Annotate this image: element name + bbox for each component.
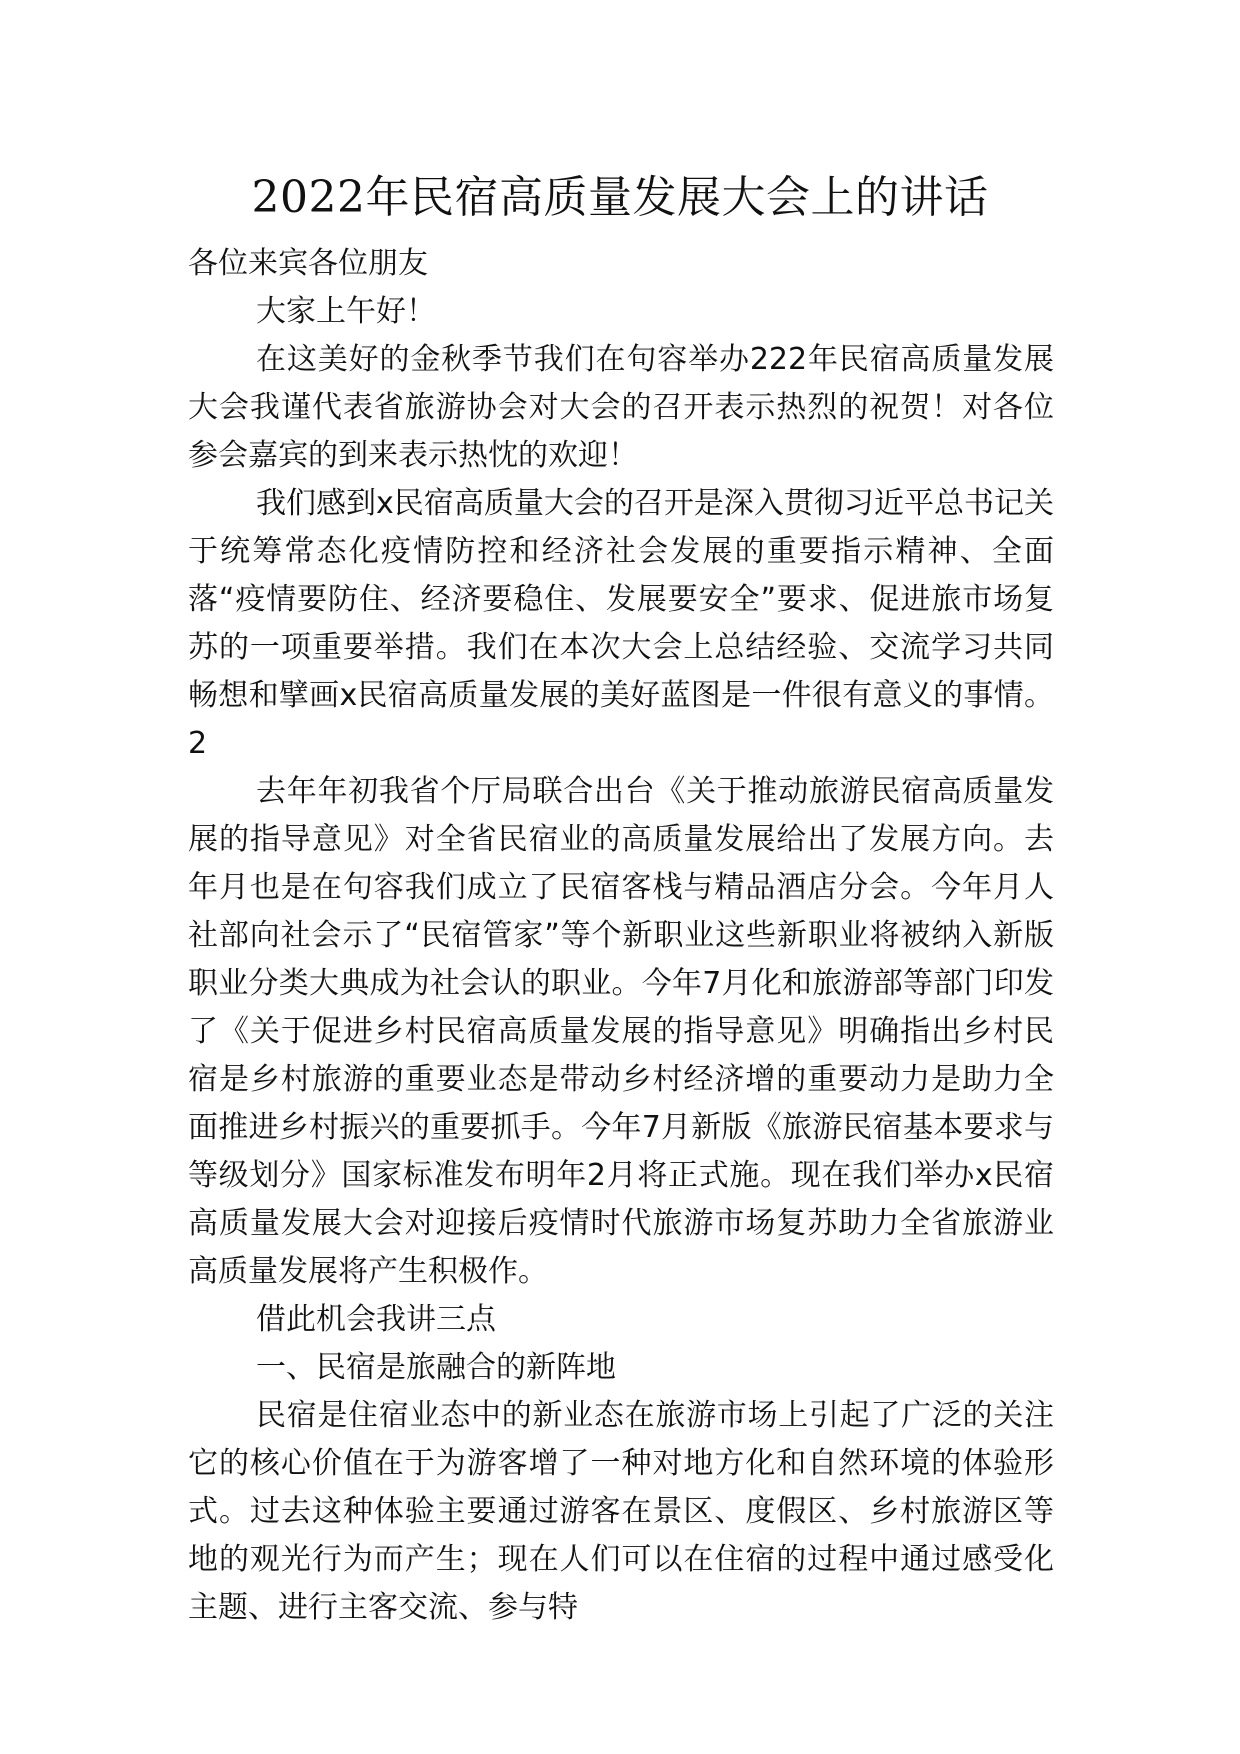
paragraph-significance: 我们感到x民宿高质量大会的召开是深入贯彻习近平总书记关于统筹常态化疫情防控和经济社会发展的重要指示精神、全面落“疫情要防住、经济要稳住、发展要安全”要求、促进旅市场复苏的一项重要举措。我们在本次大会上总结经验、交流学习共同畅想和擘画x民宿高质量发展的美好蓝图是一件很有意义的事情。2	[188, 486, 1054, 761]
document-body	[188, 240, 1054, 1632]
paragraph-section-one: 民宿是住宿业态中的新业态在旅游市场上引起了广泛的关注它的核心价值在于为游客增了一种对地方化和自然环境的体验形式。过去这种体验主要通过游客在景区、度假区、乡村旅游区等地的观光行为而产生；现在人们可以在住宿的过程中通过感受化主题、进行主客交流、参与特	[188, 1398, 1054, 1625]
paragraph-policy-background: 去年年初我省个厅局联合出台《关于推动旅游民宿高质量发展的指导意见》对全省民宿业的高质量发展给出了发展方向。去年月也是在句容我们成立了民宿客栈与精品酒店分会。今年月人社部向社会示了“民宿管家”等个新职业这些新职业将被纳入新版职业分类大典成为社会认的职业。今年7月化和旅游部等部门印发了《关于促进乡村民宿高质量发展的指导意见》明确指出乡村民宿是乡村旅游的重要业态是带动乡村经济增的重要动力是助力全面推进乡村振兴的重要抓手。今年7月新版《旅游民宿基本要求与等级划分》国家标准发布明年2月将正式施。现在我们举办x民宿高质量发展大会对迎接后疫情时代旅游市场复苏助力全省旅游业高质量发展将产生积极作。	[188, 774, 1054, 1289]
document-title: 2022年民宿高质量发展大会上的讲话	[251, 172, 989, 223]
section-heading-one: 一、民宿是旅融合的新阵地	[256, 1350, 616, 1385]
salutation: 各位来宾各位朋友	[188, 246, 428, 281]
paragraph-greeting: 大家上午好！	[256, 294, 436, 329]
paragraph-welcome: 在这美好的金秋季节我们在句容举办222年民宿高质量发展大会我谨代表省旅游协会对大会的召开表示热烈的祝贺！对各位参会嘉宾的到来表示热忱的欢迎！	[188, 342, 1054, 473]
paragraph-three-points-intro: 借此机会我讲三点	[256, 1302, 496, 1337]
